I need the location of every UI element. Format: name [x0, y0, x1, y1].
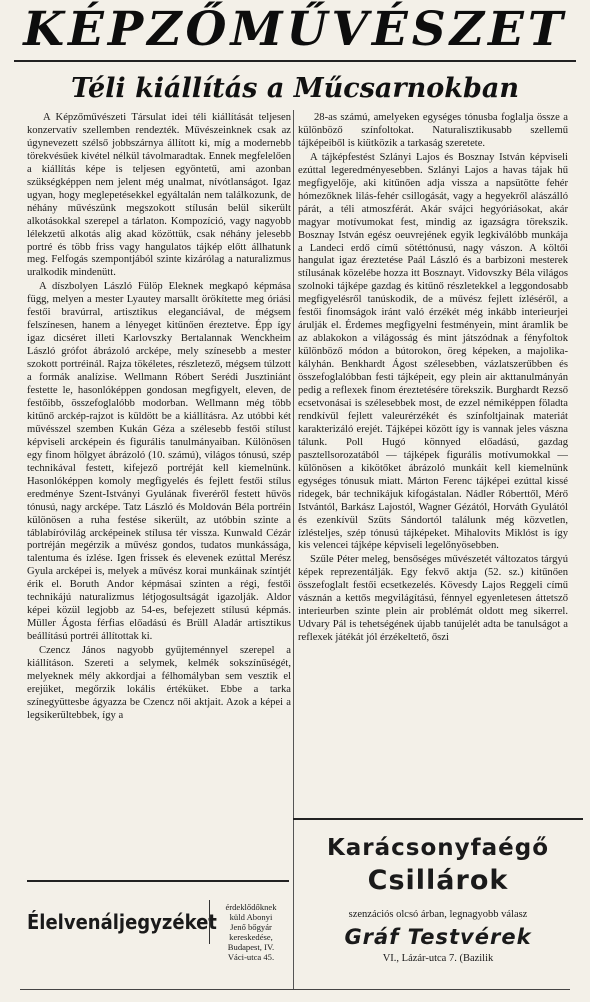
paragraph: A tájképfestést Szlányi Lajos és Bosznay István képviseli ezúttal legeredményesebben. Szlányi Lajos a havas tájak hű megfigyelője, aki kitűnően adja vissza a napsütötte fehér hómezőknek lilás-fehér csillogását, vagy a hegyekről alászálló párát, a téli atmoszférát. Akár svájci hegyóriásokat, akár magyar motívumokat fest, mindig az igazságra törekszik. Bosznay István egész oeuvrejének egyik legkiválóbb munkája a Landeci erdő című sötéttónusú, nagy vászon. A költői hangulat igaz éreztetése Paál László és a barbizoni mesterek stílusának közelébe hozza itt Bosznayt. Vidovszky Béla világos szolnoki tájképe gazdag és kitűnő részletekkel a leggondosabb megfigyelésről tanúskodik, de a művész fejlett ízléséről, a festői finomságok iránt való érzékét még inkább interieurjei árulják el. Érdemes megfigyelni festményein, mint áramlik be az ablakokon a világosság és mint játszódnak a fényfoltok különböző módon a bútorokon, öreg képeken, a majolika-kályhán. Benkhardt Ágost szélesebben, vázlatszerűbben és összefoglalóbban festi tájképeit, egy plein air akttanulmányán pedig a reflexek finom éreztetésére törekszik. Burghardt Rezső ecsetvonásai is szélesebbek most, de ezzel némiképpen föladta rendkívül fejlett valeurérzékét és színfoltjainak materiát karakterizáló erejét. Tájképei között így is vannak jeles vászna tálunk. Poll Hugó könnyed előadású, gazdag pasztellsorozatából — tájképek figurális motívumokkal — különösen a kikötőket ábrázoló munkáit kell kiemelnünk egységes tónusuk miatt. Márton Ferenc tájképei ezúttal kissé ridegek, bár technikájuk kifogástalan. Nádler Róberttől, Mérő Istvántól, Barkász Lajostól, Wagner Gézától, Horváth Gyulától és ezenkívül Szüts Sándortól találunk még közvetlen, ízlésteljes, szép tónusú tájképeket. Mihalovits Miklóst is így kis velencei tájképe képviseli legelőnyösebben. [298, 151, 568, 552]
ad-line: kereskedése, [229, 932, 273, 942]
ad-details [213, 902, 289, 962]
ad-line: küld Abonyi [229, 912, 273, 922]
article-left-column [27, 112, 291, 857]
ad-line: Budapest, IV. [227, 942, 275, 952]
ad-address: VI., Lázár-utca 7. (Bazilik [382, 953, 494, 964]
paragraph: Czencz János nagyobb gyűjteménnyel szerepel a kiállításon. Szereti a selymek, kelmék sokszínűségét, melyeknek mély akkordjai a félhomályban sem vesztik el erejüket, megőrzik lokális értéküket. Ebbe a tarka színegyüttesbe ágyazza be Czencz női aktjait. Azok a képei a legsikerültebbek, így a [27, 645, 291, 721]
paragraph: 28-as számú, amelyeken egységes tónusba foglalja össze a különböző színfoltokat. Naturalisztikusabb szellemű tájképeiből is kiütközik a tarkaság szeretete. [298, 112, 568, 149]
section-title: KÉPZŐMŰVÉSZET [23, 2, 567, 57]
advertisement-price-list [27, 880, 289, 962]
masthead-rule [14, 60, 576, 62]
bottom-rule [20, 989, 570, 990]
paragraph: A Képzőművészeti Társulat idei téli kiállítását teljesen konzervatív szellemben rendezték. Művészeinknek csak az úgynevezett szélső jobbszárnya állított ki, míg a modernebb törekvésűek kivétel nélkül távolmaradtak. Ennek megfelelően a kiállítás képe is teljesen egyöntetű, ami azonban szükségképpen nem jelent még unalmat, nívótlanságot. Igaz ugyan, hogy meglepetésekkel egyáltalán nem találkozunk, de néhány művészünk megszokott stílusán belül sikerült alkotásokkal szerepel a tárlaton. Kompozíció, vagy nagyobb lélekzetű alkotás alig akad közöttük, csak néhány jelesebb portré és több friss vagy hangulatos tájkép előtt állhatunk meg. Felfogás szempontjából szinte kizárólag a naturalizmus uralkodik mindenütt. [27, 112, 291, 279]
paragraph: A díszbolyen László Fülöp Eleknek megkapó képmása függ, melyen a mester Lyautey marsallt örökítette meg óriási festői bravúrral, artisztikus eleganciával, de mégsem felszínesen, hanem a lényeget kitűnően éreztetve. Épp így igaz dicséret illeti Karlovszky Bertalannak Wenckheim László grófot ábrázoló arcképe, mely színesebb a mester szokott portréinál. Rajza tökéletes, részletező, mégsem túlzott a formák analízise. Wellmann Róbert Serédi Jusztiniánt festette le, hasonlóképpen gondosan megfigyelt, eleven, de festőibb, összefoglalóbb modorban. Wellmann még több kitűnő arckép-rajzot is küldött be a kiállításra. Az utóbbi két művésszel szemben Kukán Géza a szélesebb festői stílust képviseli arcképein és figurális tanulmányaiban. Különösen egy finom hölgyet ábrázoló (10. számú), világos tónusú, szép technikával festett, kifejező portréját kell kiemelnünk. Hasonlóképpen komoly megfigyelés és fejlett festői stílus eredménye Szent-Istványi Gyulának fiveréről festett hűvös tónusú, nagy arcképe. Tatz László és Moldován Béla portréin különösen a ruha festése sikerült, az utóbbin szinte a táblabíróvilág arcképeinek stílusa tér vissza. Kunwald Cézár portréján megérzik a művész gondos, tudatos munkássága, talentuma és ízlése. Igen frissek és elevenek ezúttal Merész Gyula arcképei is, melyek a művész korai munkáinak színtjét érik el. Boruth Andor képmásai szinten a régi, festői technikájú naturalizmus létjogosultságát igazolják. Aldor képei közül legjobb az 54-es, befejezett stílusú képmás. Müller Ágosta férfias előadású és Brüll Aladár artisztikus beállítású portréi állítottak ki. [27, 281, 291, 643]
ad-line: Jenő bőgyár [230, 922, 272, 932]
paragraph: Szűle Péter meleg, bensőséges művészetét változatos tárgyú képek reprezentálják. Egy fekvő aktja (52. sz.) kitűnően összefoglalt festői ecsetkezelés. Kövesdy Lajos Reggeli című vásznán a kettős megvilágítású, fénnyel egyenletesen áttetsző interieurben szinte plein air problémát oldott meg sikerrel. Udvary Pál is tehetségének újabb tanújelét adta be tanulságot a reflexek játékát jól érzékeltető, őszi [298, 554, 568, 644]
masthead [0, 0, 590, 60]
article-right-column [298, 112, 568, 825]
ad-headline: Karácsonyfaégő [326, 835, 550, 861]
ad-line: Váci-utca 45. [227, 952, 275, 962]
ad-divider [209, 900, 210, 944]
ad-tagline: szenzációs olcsó árban, legnagyobb válasz [348, 909, 528, 920]
ad-company-name: Gráf Testvérek [344, 925, 532, 949]
ad-subheadline: Csillárok [367, 865, 509, 896]
advertisement-christmas-lights [293, 818, 583, 1002]
article-headline: Téli kiállítás a Műcsarnokban [70, 73, 519, 104]
ad-line: érdeklődőknek [225, 902, 277, 912]
ad-headline: Élelvenáljegyzéket [27, 910, 217, 934]
